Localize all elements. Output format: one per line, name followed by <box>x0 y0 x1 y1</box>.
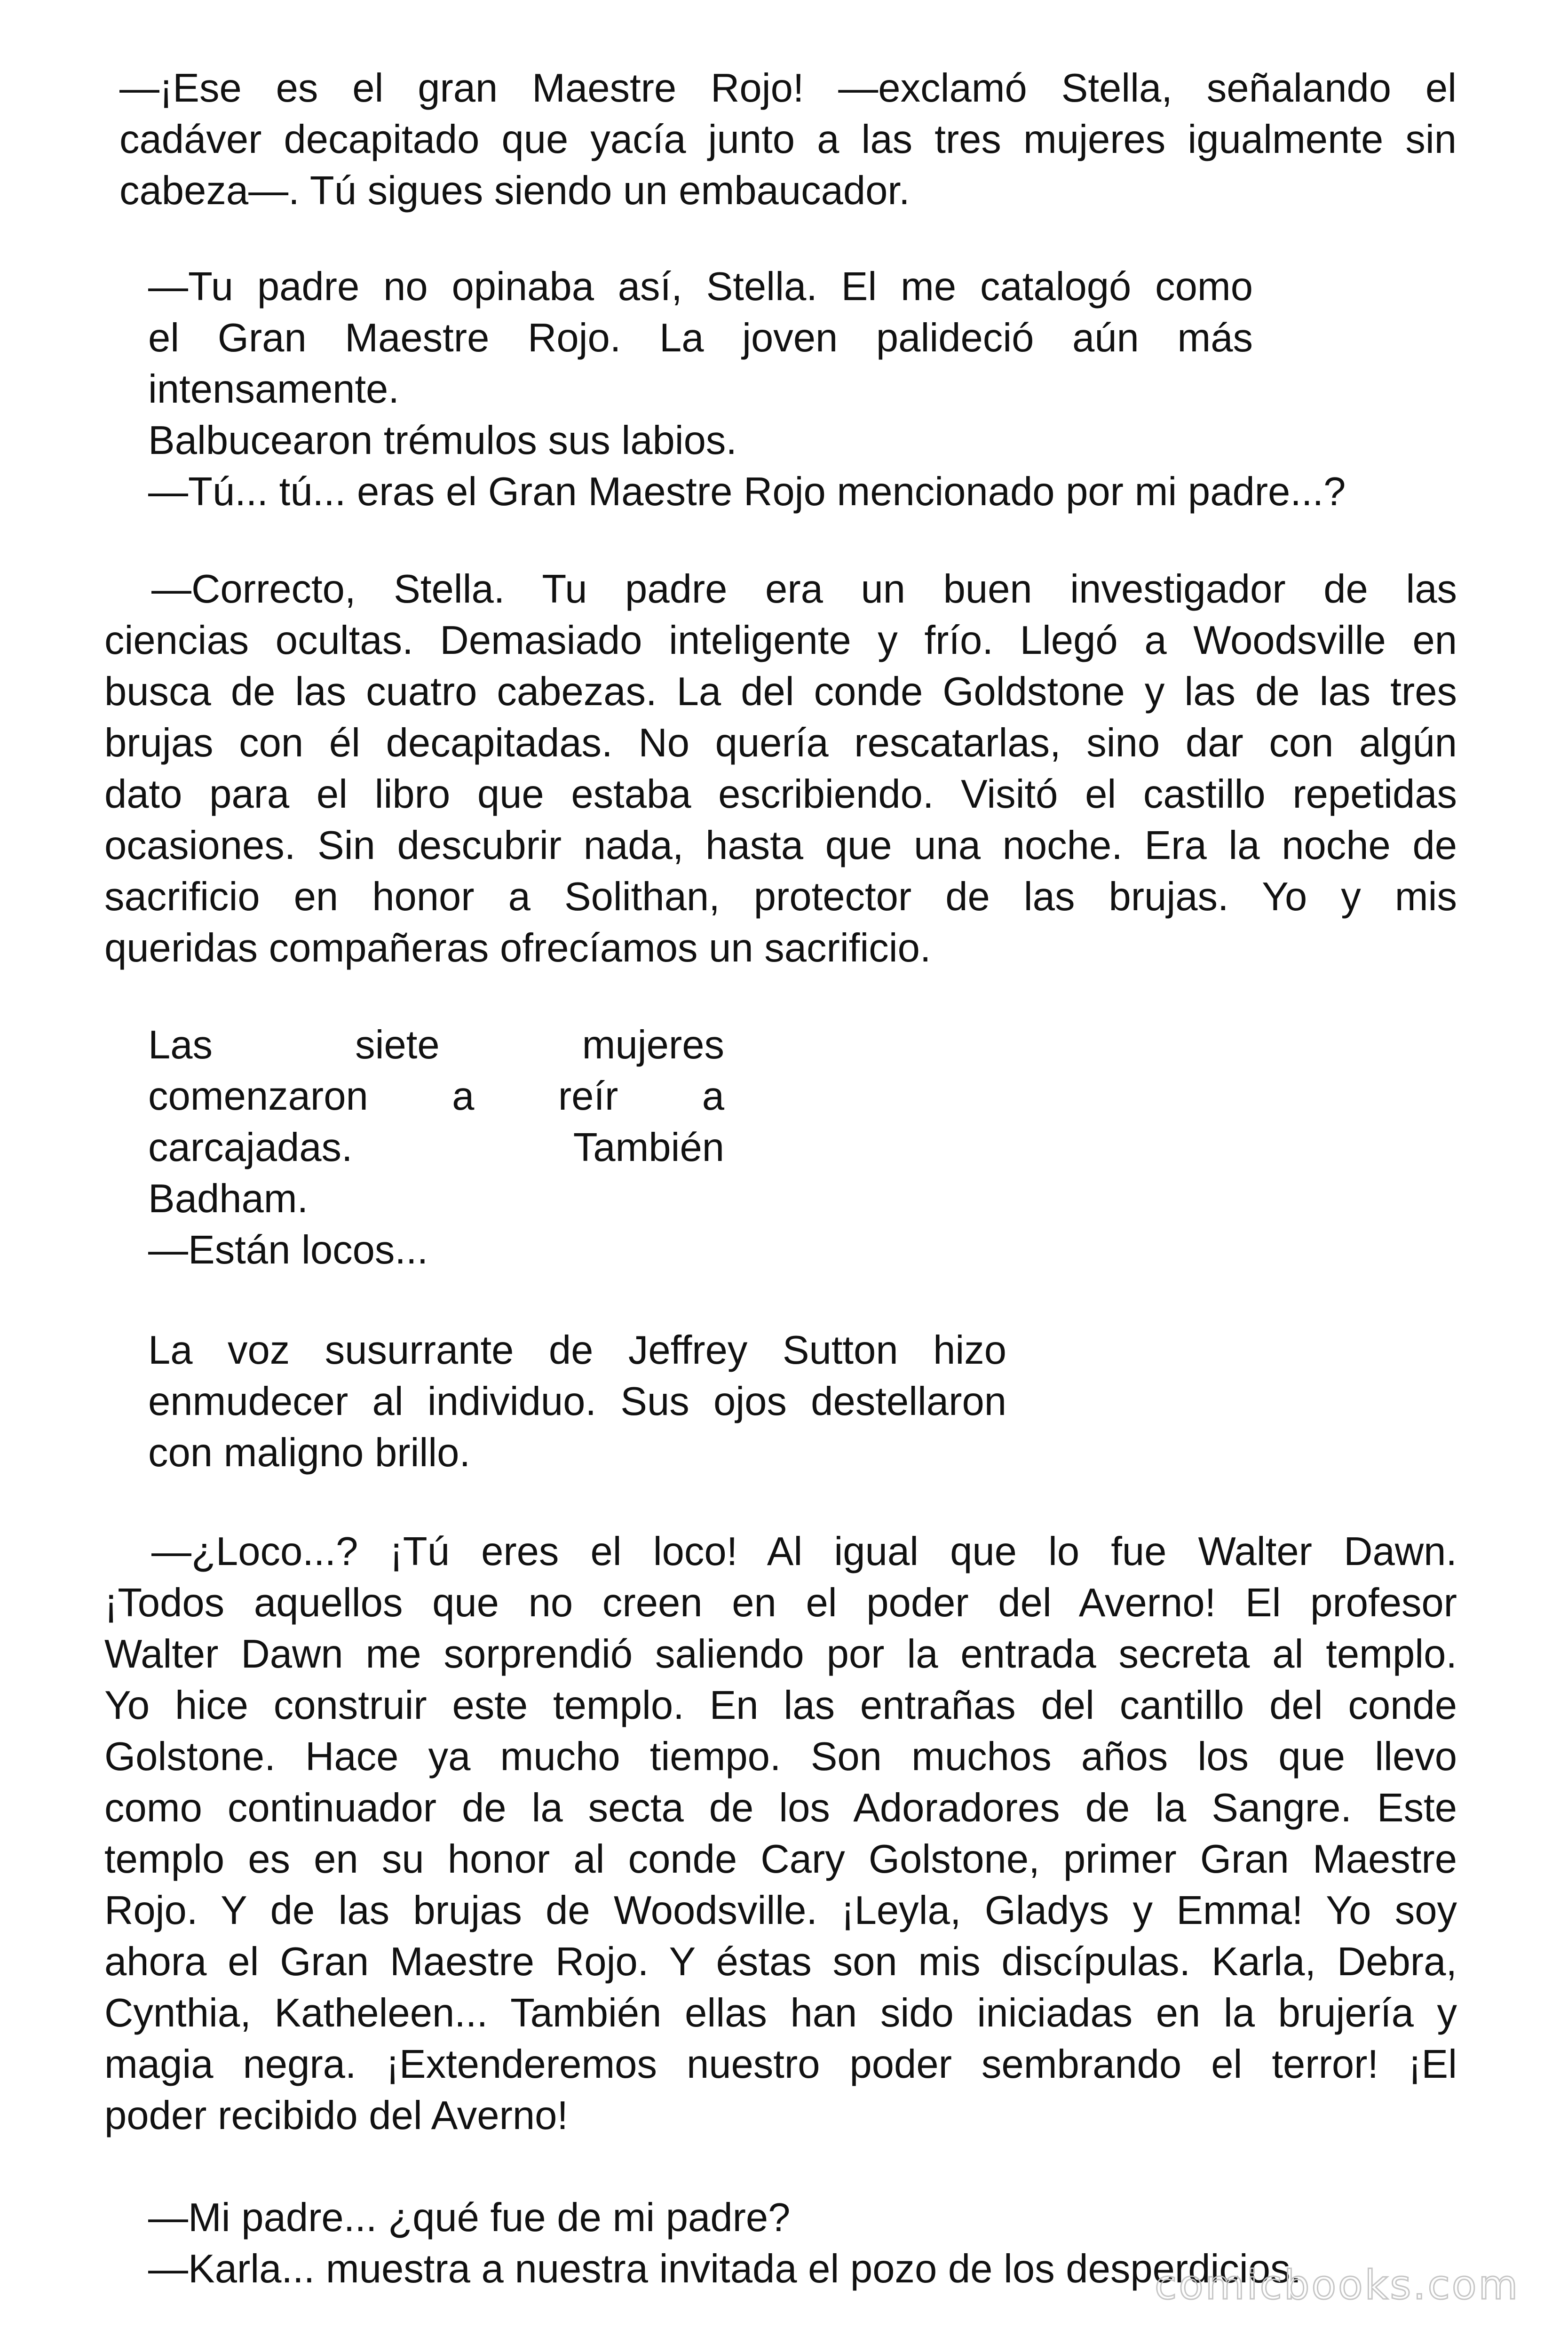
text-line: queridas compañeras ofrecíamos un sacrificio. <box>104 926 931 970</box>
text-line: el Gran Maestre Rojo. La joven palideció aún más <box>148 316 1253 360</box>
text-line: Walter Dawn me sorprendió saliendo por la entrada secreta al templo. <box>104 1632 1457 1677</box>
text-line: busca de las cuatro cabezas. La del conde Goldstone y las de las tres <box>104 669 1457 714</box>
text-line: —Tú... tú... eras el Gran Maestre Rojo mencionado por mi padre...? <box>148 469 1346 514</box>
watermark-logo: comicbooks.com <box>1155 2262 1520 2309</box>
text-line: Golstone. Hace ya mucho tiempo. Son muchos años los que llevo <box>104 1734 1457 1779</box>
text-line: Yo hice construir este templo. En las entrañas del cantillo del conde <box>104 1683 1457 1728</box>
text-line: —¡Ese es el gran Maestre Rojo! —exclamó Stella, señalando el <box>119 66 1457 111</box>
text-line: —Correcto, Stella. Tu padre era un buen investigador de las <box>151 567 1457 612</box>
text-line: magia negra. ¡Extenderemos nuestro poder sembrando el terror! ¡El <box>104 2042 1457 2087</box>
text-line: ¡Todos aquellos que no creen en el poder del Averno! El profesor <box>104 1581 1457 1625</box>
text-line: dato para el libro que estaba escribiendo. Visitó el castillo repetidas <box>104 772 1457 817</box>
text-line: —Tu padre no opinaba así, Stella. El me catalogó como <box>148 264 1253 309</box>
paragraph-1 <box>119 63 1457 216</box>
text-line: ciencias ocultas. Demasiado inteligente y frío. Llegó a Woodsville en <box>104 618 1457 663</box>
text-line: cabeza—. Tú sigues siendo un embaucador. <box>119 168 910 213</box>
paragraph-5 <box>148 1325 1006 1478</box>
text-line: —Mi padre... ¿qué fue de mi padre? <box>148 2195 791 2240</box>
text-line: La voz susurrante de Jeffrey Sutton hizo <box>148 1328 1006 1373</box>
text-line: Balbucearon trémulos sus labios. <box>148 418 737 463</box>
text-line: sacrificio en honor a Solithan, protector de las brujas. Yo y mis <box>104 874 1457 919</box>
paragraph-4 <box>148 1019 724 1276</box>
text-line: con maligno brillo. <box>148 1430 471 1475</box>
text-line: intensamente. <box>148 367 399 412</box>
text-line: poder recibido del Averno! <box>104 2093 569 2138</box>
text-line: ahora el Gran Maestre Rojo. Y éstas son mis discípulas. Karla, Debra, <box>104 1939 1457 1984</box>
text-line: —Están locos... <box>148 1228 428 1272</box>
text-line: enmudecer al individuo. Sus ojos destellaron <box>148 1379 1006 1424</box>
text-line: templo es en su honor al conde Cary Golstone, primer Gran Maestre <box>104 1837 1457 1882</box>
text-line: carcajadas. También <box>148 1125 724 1170</box>
text-line: —Karla... muestra a nuestra invitada el pozo de los desperdicios. <box>148 2247 1302 2291</box>
text-line: comenzaron a reír a <box>148 1074 724 1119</box>
text-line: —¿Loco...? ¡Tú eres el loco! Al igual que lo fue Walter Dawn. <box>151 1529 1457 1574</box>
text-line: ocasiones. Sin descubrir nada, hasta que una noche. Era la noche de <box>104 823 1457 868</box>
text-line: Cynthia, Katheleen... También ellas han sido iniciadas en la brujería y <box>104 1991 1457 2035</box>
text-line: Las siete mujeres <box>148 1023 724 1067</box>
paragraph-3 <box>104 564 1457 974</box>
text-line: brujas con él decapitadas. No quería rescatarlas, sino dar con algún <box>104 721 1457 765</box>
text-line: Rojo. Y de las brujas de Woodsville. ¡Leyla, Gladys y Emma! Yo soy <box>104 1888 1457 1933</box>
text-line: Badham. <box>148 1176 309 1221</box>
text-line: como continuador de la secta de los Adoradores de la Sangre. Este <box>104 1786 1457 1830</box>
paragraph-2 <box>148 261 1346 517</box>
text-line: cadáver decapitado que yacía junto a las tres mujeres igualmente sin <box>119 117 1457 162</box>
paragraph-6 <box>104 1526 1457 2141</box>
